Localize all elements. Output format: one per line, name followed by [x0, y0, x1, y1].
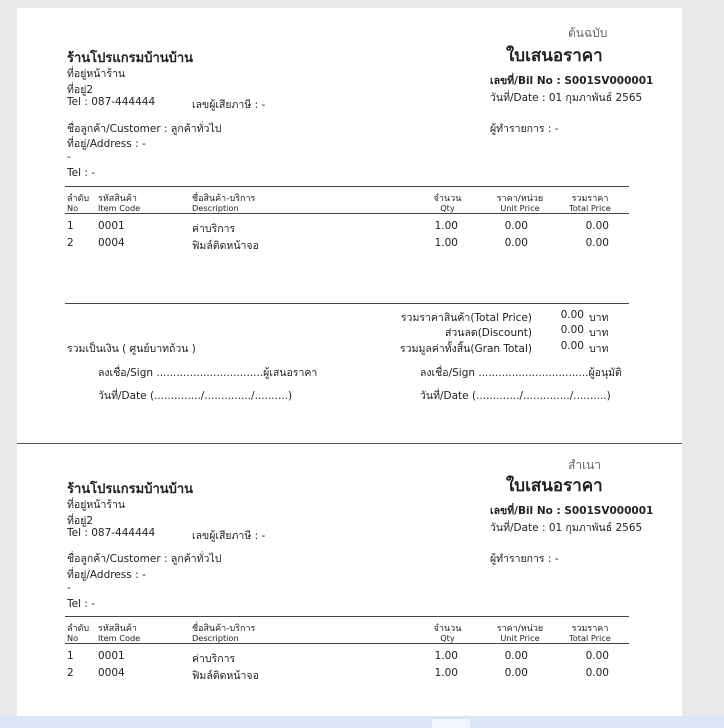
row-total: 0.00: [585, 220, 609, 232]
tax-id: เลขผู้เสียภาษี : -: [192, 99, 266, 111]
viewer-scroll-handle[interactable]: [432, 719, 470, 728]
row-total: 0.00: [585, 237, 609, 249]
col-qty-en: Qty: [440, 633, 455, 643]
customer-address: ที่อยู่/Address : -: [67, 569, 146, 581]
customer-address: ที่อยู่/Address : -: [67, 138, 146, 150]
row-desc: ค่าบริการ: [192, 653, 236, 665]
row-desc: ฟิมล์ติดหน้าจอ: [192, 670, 259, 682]
preparer: ผู้ทำรายการ : -: [490, 123, 559, 135]
shop-name: ร้านโปรแกรมบ้านบ้าน: [67, 51, 194, 66]
col-unit-th: ราคา/หน่วย: [496, 194, 544, 204]
row-no: 1: [67, 220, 74, 232]
row-unit-price: 0.00: [504, 667, 528, 679]
col-code-en: Item Code: [98, 633, 141, 643]
discount-value: 0.00: [560, 324, 584, 336]
shop-address-line1: ที่อยู่หน้าร้าน: [67, 68, 126, 80]
col-qty-th: จำนวน: [433, 624, 462, 634]
col-code-th: รหัสสินค้า: [98, 194, 137, 204]
row-no: 1: [67, 650, 74, 662]
bill-number: เลขที่/Bil No : S001SV000001: [490, 505, 654, 517]
proposer-date: วันที่/Date (............../............../..........): [98, 390, 293, 402]
col-unit-th: ราคา/หน่วย: [496, 624, 544, 634]
customer-name: ชื่อลูกค้า/Customer : ลูกค้าทั่วไป: [67, 123, 222, 135]
grand-total-label: รวมมูลค่าทั้งสิ้น(Gran Total): [400, 343, 532, 355]
row-code: 0004: [98, 237, 125, 249]
grand-total-value: 0.00: [560, 340, 584, 352]
discount-label: ส่วนลด(Discount): [444, 327, 532, 339]
table-top-rule: [65, 616, 629, 617]
customer-tel: Tel : -: [67, 598, 96, 610]
customer-address-extra: -: [67, 151, 71, 163]
preparer: ผู้ทำรายการ : -: [490, 553, 559, 565]
page-separator: [17, 443, 682, 444]
shop-address-line1: ที่อยู่หน้าร้าน: [67, 499, 126, 511]
bill-date: วันที่/Date : 01 กุมภาพันธ์ 2565: [490, 92, 643, 104]
col-code-th: รหัสสินค้า: [98, 624, 137, 634]
col-qty-th: จำนวน: [433, 194, 462, 204]
row-unit-price: 0.00: [504, 220, 528, 232]
col-unit-en: Unit Price: [500, 203, 540, 213]
bill-number: เลขที่/Bil No : S001SV000001: [490, 75, 654, 87]
row-total: 0.00: [585, 650, 609, 662]
shop-tel: Tel : 087-444444: [67, 96, 156, 108]
col-code-en: Item Code: [98, 203, 141, 213]
row-code: 0004: [98, 667, 125, 679]
document-title: ใบเสนอราคา: [506, 476, 603, 496]
row-unit-price: 0.00: [504, 650, 528, 662]
row-qty: 1.00: [434, 237, 458, 249]
copy-label: ต้นฉบับ: [568, 26, 608, 40]
row-code: 0001: [98, 650, 125, 662]
table-bottom-rule: [65, 303, 629, 304]
col-total-en: Total Price: [569, 633, 611, 643]
approver-date: วันที่/Date (............./............../..........): [420, 390, 611, 402]
shop-name: ร้านโปรแกรมบ้านบ้าน: [67, 482, 194, 497]
table-header-rule: [65, 643, 629, 644]
table-top-rule: [65, 186, 629, 187]
table-header-rule: [65, 213, 629, 214]
col-total-en: Total Price: [569, 203, 611, 213]
col-no-en: No: [67, 633, 79, 643]
bill-date: วันที่/Date : 01 กุมภาพันธ์ 2565: [490, 522, 643, 534]
shop-address-line2: ที่อยู่2: [67, 515, 94, 527]
proposer-sign: ลงเชื่อ/Sign ................................ผู้เสนอราคา: [98, 367, 318, 379]
col-qty-en: Qty: [440, 203, 455, 213]
row-total: 0.00: [585, 667, 609, 679]
row-desc: ค่าบริการ: [192, 223, 236, 235]
col-unit-en: Unit Price: [500, 633, 540, 643]
viewer-bottom-bar: [0, 716, 724, 728]
customer-tel: Tel : -: [67, 167, 96, 179]
row-unit-price: 0.00: [504, 237, 528, 249]
currency: บาท: [589, 312, 609, 324]
row-no: 2: [67, 237, 74, 249]
currency: บาท: [589, 327, 609, 339]
document-title: ใบเสนอราคา: [506, 46, 603, 66]
amount-in-words: รวมเป็นเงิน ( ศูนย์บาทถ้วน ): [67, 343, 196, 355]
copy-label: สำเนา: [568, 458, 602, 472]
row-desc: ฟิมล์ติดหน้าจอ: [192, 240, 259, 252]
shop-address-line2: ที่อยู่2: [67, 84, 94, 96]
customer-address-extra: -: [67, 582, 71, 594]
col-desc-th: ชื่อสินค้า-บริการ: [192, 194, 256, 204]
total-price-label: รวมราคาสินค้า(Total Price): [400, 312, 532, 324]
col-desc-th: ชื่อสินค้า-บริการ: [192, 624, 256, 634]
row-qty: 1.00: [434, 650, 458, 662]
col-no-th: ลำดับ: [67, 194, 90, 204]
col-no-th: ลำดับ: [67, 624, 90, 634]
total-price-value: 0.00: [560, 309, 584, 321]
col-no-en: No: [67, 203, 79, 213]
col-total-th: รวมราคา: [571, 194, 609, 204]
col-desc-en: Description: [192, 203, 239, 213]
tax-id: เลขผู้เสียภาษี : -: [192, 530, 266, 542]
row-no: 2: [67, 667, 74, 679]
approver-sign: ลงเชื่อ/Sign .................................ผู้อนุมัติ: [420, 367, 622, 379]
col-total-th: รวมราคา: [571, 624, 609, 634]
row-code: 0001: [98, 220, 125, 232]
customer-name: ชื่อลูกค้า/Customer : ลูกค้าทั่วไป: [67, 553, 222, 565]
row-qty: 1.00: [434, 667, 458, 679]
col-desc-en: Description: [192, 633, 239, 643]
row-qty: 1.00: [434, 220, 458, 232]
shop-tel: Tel : 087-444444: [67, 527, 156, 539]
currency: บาท: [589, 343, 609, 355]
